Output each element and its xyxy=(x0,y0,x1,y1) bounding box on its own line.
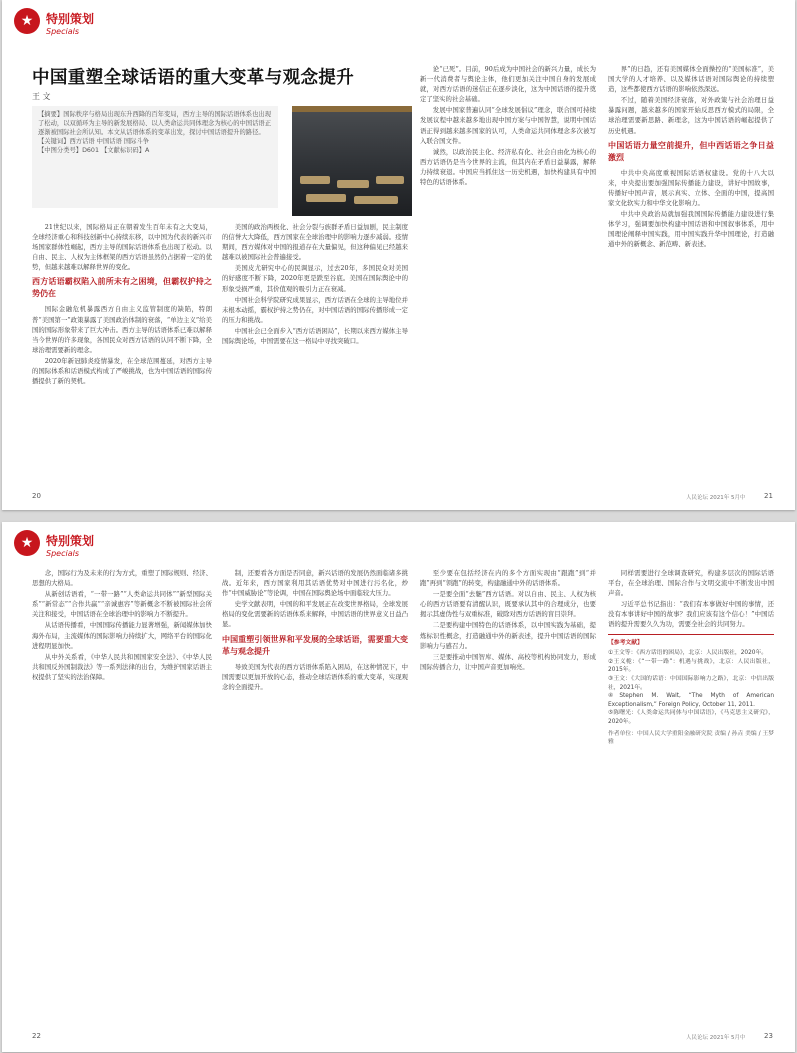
section-heading: 中国重塑引领世界和平发展的全球话语，需要重大变革与观念提升 xyxy=(222,634,408,656)
paragraph: 同样需要进行全球调查研究，构建多层次的国际话语平台，在全球治理、国际合作与文明交流中不断发出中国声音。 xyxy=(608,569,774,598)
classification-text: 【中图分类号】D601 【文献标识码】A xyxy=(38,147,150,155)
section-subtitle: Specials xyxy=(46,27,79,36)
reference-item: ⑤陈曙光：《人类命运共同体与中国话语》，《马克思主义研究》，2020年。 xyxy=(608,710,774,725)
paragraph: 发展中国家普遍认同“全球发展倡议”理念，联合国可持续发展议程中越来越多地出现中国方案与中国智慧，说明中国话语正得到越来越多国家的认可，人类命运共同体理念多次被写入联合国文件。 xyxy=(420,106,596,145)
paragraph: 从话语传播看，中国国际传播能力显著增强，新闻媒体加快海外布局，主流媒体的国际影响力持续扩大，网络平台的国际化进程明显加快。 xyxy=(32,621,212,650)
article-title: 中国重塑全球话语的重大变革与观念提升 xyxy=(32,68,355,88)
column-2 xyxy=(222,568,408,1016)
section-heading: 中国话语力量空前提升，但中西话语之争日益激烈 xyxy=(608,140,774,162)
paragraph: 中国社会已全面步入“西方话语困局”，长期以来西方媒体主导国际舆论场，中国需要在这一格局中寻找突破口。 xyxy=(222,326,408,346)
paragraph: 不过，随着美国经济衰落，对外政策与社会治理日益暴露问题，越来越多的国家开始反思西方模式的局限，全球治理需要新思路、新理念，这为中国话语的崛起提供了历史机遇。 xyxy=(608,96,774,135)
section-header xyxy=(14,530,214,566)
column-1 xyxy=(32,568,212,1016)
running-head: 人民论坛 2021年 5月中 xyxy=(686,495,746,501)
star-logo-icon: ★ xyxy=(14,8,40,34)
reference-item: ①王文等：《西方话语的困局》，北京：人民出版社，2020年。 xyxy=(608,650,768,657)
paragraph: 美国皮尤研究中心的民调显示，过去20年，多国民众对美国的好感度不断下降，2020年更是跌至谷底。美国在国际舆论中的形象受损严重，其价值观的吸引力正在衰减。 xyxy=(222,264,408,293)
paragraph: 中共中央高度重视国际话语权建设。党的十八大以来，中央提出要加强国际传播能力建设，讲好中国故事，传播好中国声音，展示真实、立体、全面的中国，提高国家文化软实力和中华文化影响力。 xyxy=(608,168,774,207)
paragraph: 史学文献表明，中国的和平发展正在改变世界格局，全球发展格局的变化需要新的话语体系来解释，中国话语的世界意义日益凸显。 xyxy=(222,600,408,629)
column-3 xyxy=(420,64,596,484)
reference-item: ②王义桅：《“一带一路”：机遇与挑战》，北京：人民出版社，2015年。 xyxy=(608,658,774,674)
paragraph: 论“已死”。目前，90后成为中国社会的新兴力量，成长为新一代消费者与舆论主体，他们更加关注中国自身的发展成就，对西方话语的迷信正在逐步淡化，这为中国话语的提升奠定了坚实的社会基础。 xyxy=(420,65,596,104)
column-1 xyxy=(32,222,212,484)
paragraph: 21世纪以来，国际格局正在朝着发生百年未有之大变局，全球经济重心和科技创新中心持续东移，以中国为代表的新兴市场国家群体性崛起，西方主导的国际话语体系也出现了松动。以自由、民主、人权为主体框架的西方话语虽然仍占据着一定的优势，但越来越难以解释世界的变化。 xyxy=(32,223,212,272)
paragraph: 界”的日趋，还有美国媒体全面操控的“美国标准”，美国大学的人才培养、以及媒体话语对国际舆论的持续塑造，这些都使西方话语的影响依然深远。 xyxy=(608,65,774,94)
paragraph: 诚然，以政治民主化、经济私有化、社会自由化为核心的西方话语仍是当今世界的主流，但其内在矛盾日益暴露，解释力持续衰退。中国应当抓住这一历史机遇，加快构建具有中国特色的话语体系。 xyxy=(420,147,596,187)
page-spread-top xyxy=(2,0,795,510)
paragraph: 习近平总书记指出：“我们有本事做好中国的事情，还没有本事讲好中国的故事？我们应该有这个信心！”中国话语的提升需要久久为功，需要全社会的共同努力。 xyxy=(608,600,774,629)
paragraph: 念，国际行为及未来的行为方式，重塑了国际规则、经济、思想的大格局。 xyxy=(32,569,212,588)
section-header xyxy=(14,8,214,44)
paragraph: 美国的政治两极化、社会分裂与族群矛盾日益加剧，民主制度的信誉大大降低，西方国家在全球治理中的影响力逐步减弱。疫情期间，西方媒体对中国的报道存在大量偏见，但这种偏见已经越来越难以被国际社会普遍接受。 xyxy=(222,223,408,262)
page-number-left: 20 xyxy=(32,492,41,500)
column-3 xyxy=(420,568,596,1016)
paragraph: 一是要全面“去魅”西方话语。对以自由、民主、人权为核心的西方话语要有清醒认识，既要承认其中的合理成分，也要揭示其虚伪性与双重标准，破除对西方话语的盲目崇拜。 xyxy=(420,590,596,619)
page-number-right: 23 xyxy=(764,1032,773,1040)
conference-photo xyxy=(292,106,412,216)
paragraph: 中共中央政治局就加强我国国际传播能力建设进行集体学习，强调要加快构建中国话语和中国叙事体系，用中国理论阐释中国实践，用中国实践升华中国理论，打造融通中外的新概念、新范畴、新表述。 xyxy=(608,210,774,249)
paragraph: 至少要在包括经济在内的多个方面实现由“跟跑”到“并跑”再到“领跑”的转变，构建融通中外的话语体系。 xyxy=(420,569,596,588)
column-4 xyxy=(608,568,774,1016)
reference-item: ③王文：《大国的话语：中国国际影响力之路》，北京：中信出版社，2021年。 xyxy=(608,675,774,691)
article-author: 王 文 xyxy=(32,92,51,101)
section-subtitle: Specials xyxy=(46,549,79,558)
keywords-text: 【关键词】西方话语 中国话语 国际斗争 xyxy=(38,138,150,146)
abstract-text: 【摘要】国际秩序与格局出现东升西降的百年变局，西方主导的国际话语体系也出现了松动，以双循环为主导的新发展格局、以人类命运共同体理念为核心的中国话语正逐渐被国际社会所认知。本文从话语体系的变革出发，探讨中国话语提升的路径。 xyxy=(38,111,271,137)
section-heading: 西方话语霸权陷入前所未有之困境，但霸权护持之势仍在 xyxy=(32,277,212,299)
star-logo-icon: ★ xyxy=(14,530,40,556)
paragraph: 制，还要看各方面是否同意，新兴话语的发展仍然面临诸多挑战。近年来，西方国家利用其话语优势对中国进行污名化，炒作“中国威胁论”等论调，中国在国际舆论场中面临较大压力。 xyxy=(222,569,408,598)
paragraph: 2020年新冠肺炎疫情暴发，在全球范围蔓延，对西方主导的国际体系和话语模式构成了严峻挑战，也为中国话语的国际传播提供了新的契机。 xyxy=(32,356,212,386)
column-4 xyxy=(608,64,774,484)
paragraph: 从新创话语看，“一带一路”“人类命运共同体”“新型国际关系”“新常态”“合作共赢”“亲诚惠容”等新概念不断被国际社会所关注和接受，中国话语在全球治理中的影响力不断提升。 xyxy=(32,590,212,619)
page-number-right: 21 xyxy=(764,492,773,500)
reference-item: ④Stephen M. Walt, “The Myth of American Exceptionalism,” Foreign Policy, October 11, 2011. xyxy=(608,693,774,708)
paragraph: 从中外关系看，《中华人民共和国国家安全法》、《中华人民共和国反外国制裁法》等一系列法律的出台，为维护国家话语主权提供了坚实的法治保障。 xyxy=(32,652,212,681)
paragraph: 二是要构建中国特色的话语体系，以中国实践为基础，提炼标识性概念，打造融通中外的新表述，提升中国话语的国际影响力与感召力。 xyxy=(420,621,596,650)
column-2 xyxy=(222,222,408,484)
paragraph: 三是要推动中国智库、媒体、高校等机构协同发力，形成国际传播合力，让中国声音更加响亮。 xyxy=(420,652,596,671)
author-bio: 作者单位：中国人民大学重阳金融研究院 责编 / 孙垚 美编 / 王梦雅 xyxy=(608,730,774,746)
page-spread-bottom xyxy=(2,522,795,1052)
page-number-left: 22 xyxy=(32,1032,41,1040)
paragraph: 国际金融危机暴露西方自由主义监管制度的缺陷，特朗普“美国第一”政策暴露了美国政治体制的衰落，“单边主义”给美国的国际形象带来了巨大冲击。西方主导的话语体系已难以解释当今世界的许多现象，各国民众对西方话语的认同不断下降，全球治理需要新的理念。 xyxy=(32,305,212,354)
paragraph: 导致美国为代表的西方话语体系陷入困局，在这种情况下，中国需要以更加开放的心态，推动全球话语体系的重大变革，实现观念的全面提升。 xyxy=(222,662,408,691)
references-title: 【参考文献】 xyxy=(608,639,643,646)
running-head: 人民论坛 2021年 5月中 xyxy=(686,1035,746,1041)
references xyxy=(608,634,774,747)
abstract-box xyxy=(32,106,278,208)
section-title: 特别策划 xyxy=(46,534,95,548)
paragraph: 中国社会科学院研究成果显示，西方话语在全球的主导地位并未根本动摇，霸权护持之势仍在，对中国话语的国际传播形成一定的压力和挑战。 xyxy=(222,295,408,324)
section-title: 特别策划 xyxy=(46,12,95,26)
